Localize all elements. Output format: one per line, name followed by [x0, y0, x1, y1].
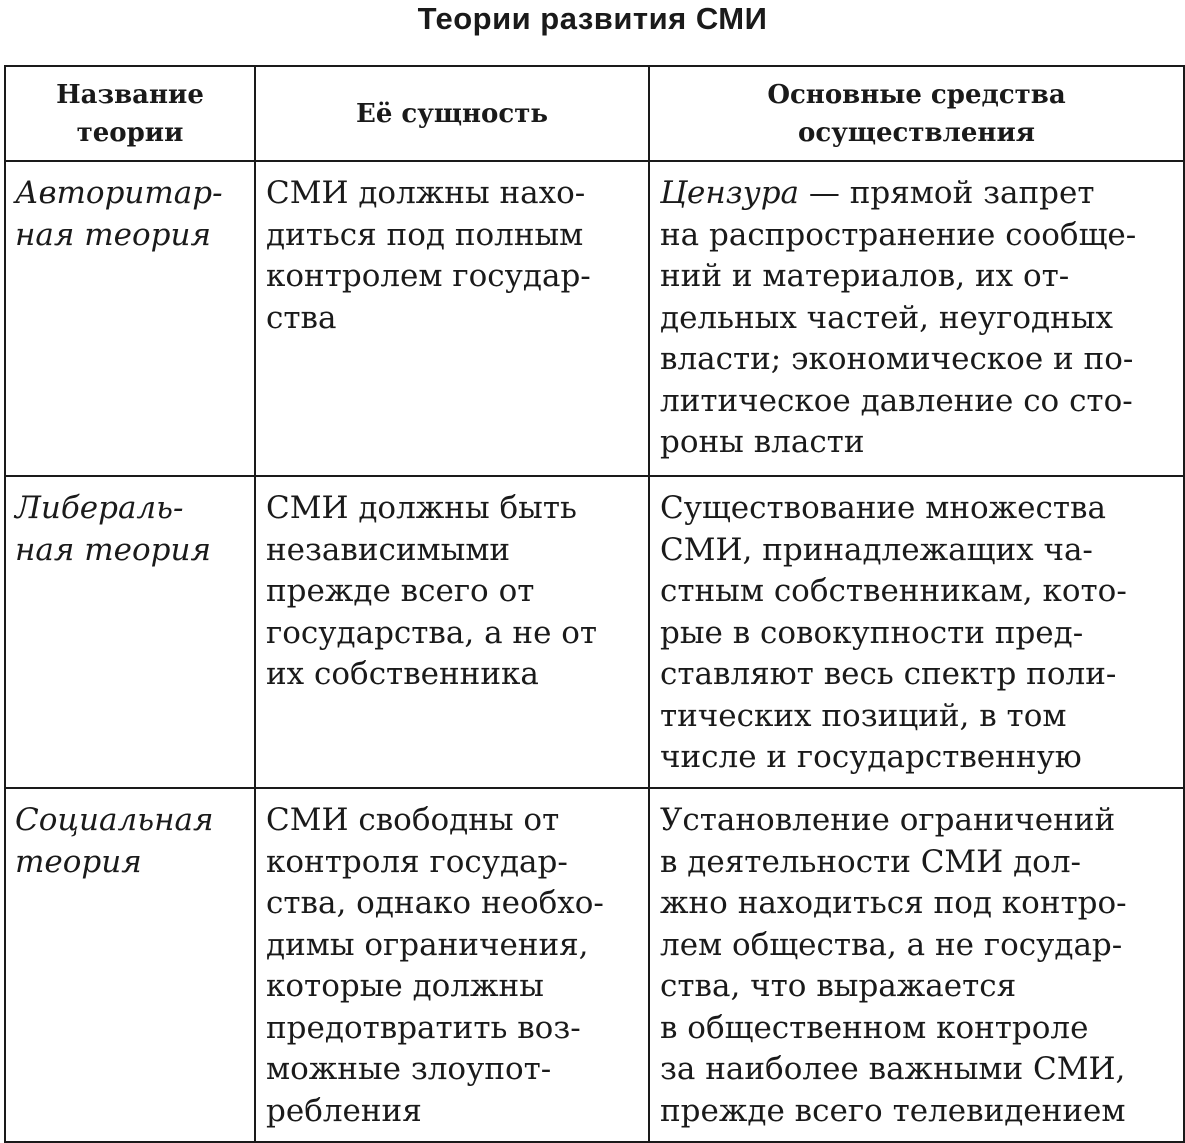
header-means: [649, 66, 1184, 161]
theory-essence: СМИ должны нахо- диться под полным контролем государ- ства: [266, 175, 591, 336]
header-essence-label: Её сущность: [356, 98, 548, 129]
theory-name-cell: [5, 161, 255, 476]
header-theory-name-label: Название теории: [56, 79, 204, 148]
header-theory-name: [5, 66, 255, 161]
page-title: Теории развития СМИ: [417, 1, 768, 36]
means-cell: [649, 788, 1184, 1142]
table-row: [5, 788, 1184, 1142]
table-row: [5, 476, 1184, 788]
essence-cell: [255, 161, 649, 476]
theory-name-cell: [5, 788, 255, 1142]
theory-means: Существование множества СМИ, принадлежащих ча- стным собственникам, кото- рые в совокупности пред- ставляют весь спектр поли- тических позиций, в том числе и государственную: [660, 490, 1127, 775]
theories-table: [4, 65, 1185, 1143]
theory-essence: СМИ должны быть независимыми прежде всего от государства, а не от их собственника: [266, 490, 598, 692]
theory-name: Авторитар- ная теория: [15, 175, 223, 253]
means-cell: [649, 161, 1184, 476]
means-text: — прямой запрет на распространение сообще- ний и материалов, их от- дельных частей, неугодных власти; экономическое и по- литическое давление со сто- роны власти: [660, 175, 1137, 460]
means-lead-term: Цензура: [660, 175, 800, 211]
theory-name: Либераль- ная теория: [15, 490, 212, 568]
table-header-row: [5, 66, 1184, 161]
theory-means: [650, 162, 1183, 464]
header-essence: [255, 66, 649, 161]
table-row: [5, 161, 1184, 476]
theory-name-cell: [5, 476, 255, 788]
essence-cell: [255, 476, 649, 788]
theory-name: Социальная теория: [15, 802, 214, 880]
header-means-label: Основные средства осуществления: [767, 79, 1066, 148]
essence-cell: [255, 788, 649, 1142]
theory-means: Установление ограничений в деятельности СМИ дол- жно находиться под контро- лем общества, а не государ- ства, что выражается в общественном контроле за наиболее важными СМИ, прежде всего телевидением: [660, 802, 1127, 1129]
theory-essence: СМИ свободны от контроля государ- ства, однако необхо- димы ограничения, которые должны предотвратить воз- можные злоупот- ребления: [266, 802, 604, 1129]
means-cell: [649, 476, 1184, 788]
